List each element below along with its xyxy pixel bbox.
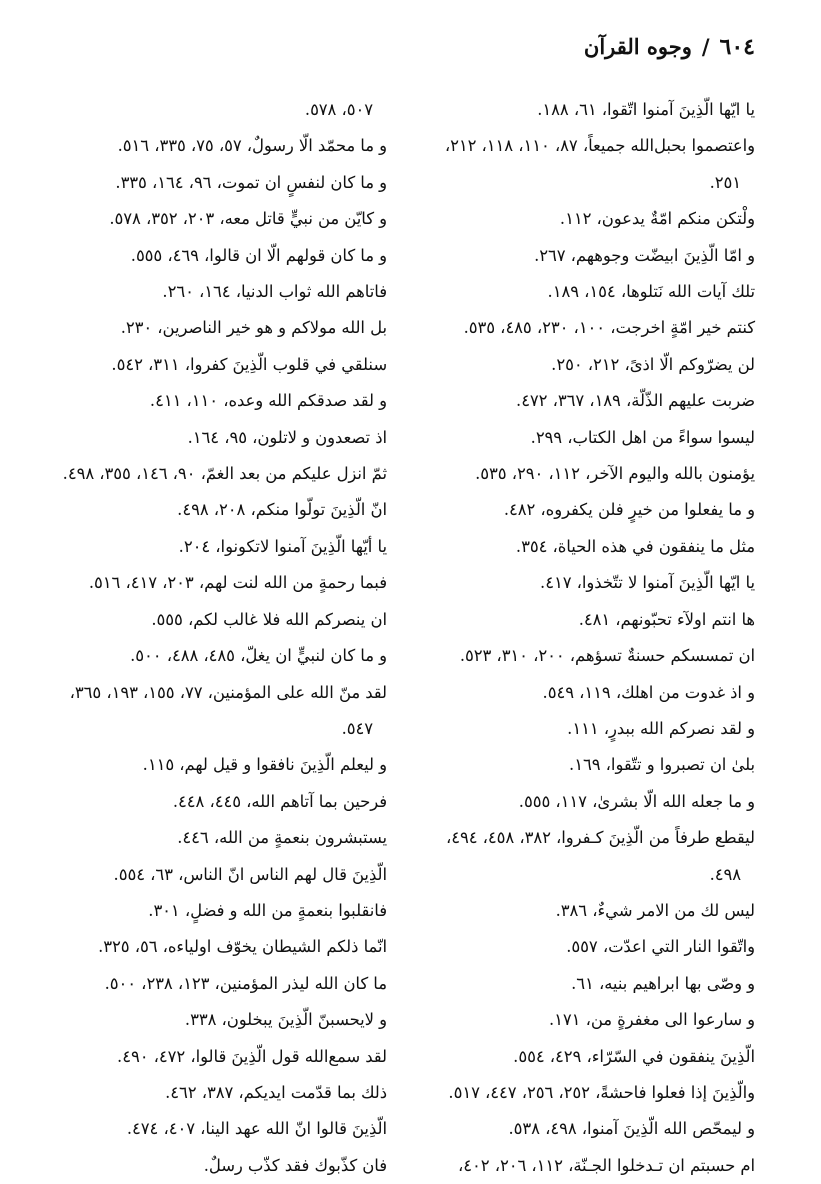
index-entry: يا ايّها الّذِينَ آمنوا لا تتّخذوا، ٤١٧. xyxy=(540,573,755,593)
index-entry: و ما يفعلوا من خيرٍ فلن يكفروه، ٤٨٢. xyxy=(503,500,755,520)
index-entry: فرحين بما آتاهم الله، ٤٤٥، ٤٤٨. xyxy=(172,791,387,811)
index-entry: اذ تصعدون و لاتلون، ٩٥، ١٦٤. xyxy=(187,427,387,447)
index-entry: لقد سمع‌الله قول الّذِينَ قالوا، ٤٧٢، ٤٩٠. xyxy=(117,1046,387,1066)
index-entry: ان تمسسكم حسنةٌ تسؤهم، ٢٠٠، ٣١٠، ٥٢٣. xyxy=(459,646,755,666)
index-entry: و ما جعله الله الّا بشرىٰ، ١١٧، ٥٥٥. xyxy=(518,791,755,811)
index-entry: فبما رحمةٍ من الله لنت لهم، ٢٠٣، ٤١٧، ٥١٦. xyxy=(88,573,387,593)
book-title: وجوه القرآن xyxy=(583,34,692,59)
index-entry: و ما كان لنبيٍّ ان يغلّ، ٤٨٥، ٤٨٨، ٥٠٠. xyxy=(130,646,387,666)
index-entry-continuation: ٥٠٧، ٥٧٨. xyxy=(304,100,373,119)
index-entry: يستبشرون بنعمةٍ من الله، ٤٤٦. xyxy=(177,828,387,848)
index-entry: الّذِينَ قالوا انّ الله عهد الينا، ٤٠٧، ٤٧٤. xyxy=(126,1119,387,1139)
index-entry-continuation: ٢٥١. xyxy=(709,172,741,192)
index-entry: الّذِينَ قال لهم الناس انّ الناس، ٦٣، ٥٥٤. xyxy=(113,864,387,884)
index-entry: ام حسبتم ان تـدخلوا الجـنّة، ١١٢، ٢٠٦، ٤٠٢، xyxy=(458,1155,755,1175)
index-entry: ها انتم اولآء تحبّونهم، ٤٨١. xyxy=(578,609,755,629)
index-entry: فان كذّبوك فقد كذّب رسلٌ. xyxy=(203,1155,387,1175)
index-entry: ما كان الله ليذر المؤمنين، ١٢٣، ٢٣٨، ٥٠٠. xyxy=(104,973,387,993)
index-entry: واعتصموا بحبل‌الله جميعاً، ٨٧، ١١٠، ١١٨، ٢١٢، xyxy=(444,136,755,156)
index-entry: و لقد نصركم الله ببدرٍ، ١١١. xyxy=(567,718,755,738)
index-entry: انّ الّذِينَ تولّوا منكم، ٢٠٨، ٤٩٨. xyxy=(177,500,387,520)
index-entry: واتّقوا النار التي اعدّت، ٥٥٧. xyxy=(566,937,755,957)
index-entry: ان ينصركم الله فلا غالب لكم، ٥٥٥. xyxy=(151,609,387,629)
index-entry: بلىٰ ان تصبروا و تتّقوا، ١٦٩. xyxy=(569,755,755,775)
index-entry: و وصّى بها ابراهيم بنيه، ٦١. xyxy=(571,973,755,993)
index-entry: و اذ غدوت من اهلك، ١١٩، ٥٤٩. xyxy=(542,682,755,702)
index-entry: و ما كان قولهم الّا ان قالوا، ٤٦٩، ٥٥٥. xyxy=(130,245,387,265)
index-entry: و لقد صدقكم الله وعده، ١١٠، ٤١١. xyxy=(149,391,387,411)
index-entry: و ما كان لنفسٍ ان تموت، ٩٦، ١٦٤، ٣٣٥. xyxy=(115,172,387,192)
index-entry-continuation: ٥٤٧. xyxy=(341,718,373,738)
index-entry: و كايّن من نبيٍّ قاتل معه، ٢٠٣، ٣٥٢، ٥٧٨. xyxy=(109,209,387,229)
index-entry: والّذِينَ إذا فعلوا فاحشةً، ٢٥٢، ٢٥٦، ٤٤٧، ٥١٧. xyxy=(448,1082,755,1102)
index-entry: يؤمنون بالله واليوم الآخر، ١١٢، ٢٩٠، ٥٣٥. xyxy=(475,464,755,484)
page-number: ٦٠٤ xyxy=(719,34,755,60)
page-header xyxy=(584,34,755,60)
index-entry: ولْتكن منكم امّةٌ يدعون، ١١٢. xyxy=(559,209,755,229)
index-entry: و ليمحّص الله الّذِينَ آمنوا، ٤٩٨، ٥٣٨. xyxy=(508,1119,755,1139)
left-column xyxy=(0,92,387,1184)
index-entry: ليسوا سواءً من اهل الكتاب، ٢٩٩. xyxy=(530,427,755,447)
index-entry: ليس لك من الامر شيءٌ، ٣٨٦. xyxy=(555,900,755,920)
index-entry: كنتم خير امّةٍ اخرجت، ١٠٠، ٢٣٠، ٤٨٥، ٥٣٥. xyxy=(463,318,755,338)
index-entry: و امّا الّذِينَ ابيضّت وجوههم، ٢٦٧. xyxy=(534,245,755,265)
index-entry: و سارعوا الى مغفرةٍ من، ١٧١. xyxy=(548,1010,755,1030)
index-entry: فاتاهم الله ثواب الدنيا، ١٦٤، ٢٦٠. xyxy=(162,282,387,302)
index-entry: سنلقي في قلوب الّذِينَ كفروا، ٣١١، ٥٤٢. xyxy=(111,354,387,374)
index-entry: مثل ما ينفقون في هذه الحياة، ٣٥٤. xyxy=(515,536,755,556)
index-entry: ليقطع طرفاً من الّذِينَ كـفروا، ٣٨٢، ٤٥٨، ٤٩٤، xyxy=(445,828,755,848)
index-entry: تلك آيات الله نَتلوها، ١٥٤، ١٨٩. xyxy=(547,282,755,302)
index-entry: و لايحسبنّ الّذِينَ يبخلون، ٣٣٨. xyxy=(184,1010,387,1030)
index-entry: لن يضرّوكم الّا اذىً، ٢١٢، ٢٥٠. xyxy=(551,354,755,374)
index-entry: ضربت عليهم الذّلّة، ١٨٩، ٣٦٧، ٤٧٢. xyxy=(516,391,755,411)
index-entry: و ليعلم الّذِينَ نافقوا و قيل لهم، ١١٥. xyxy=(142,755,387,775)
index-entry: يا أيّها الّذِينَ آمنوا لاتكونوا، ٢٠٤. xyxy=(178,536,387,556)
index-entry: بل الله مولاكم و هو خير الناصرين، ٢٣٠. xyxy=(120,318,387,338)
index-entry: الّذِينَ ينفقون في السّرّاء، ٤٢٩، ٥٥٤. xyxy=(513,1046,755,1066)
index-entry: لقد منّ الله على المؤمنين، ٧٧، ١٥٥، ١٩٣، ٣٦٥، xyxy=(69,682,387,702)
index-entry-continuation: ٤٩٨. xyxy=(709,864,741,884)
index-entry: ذلك بما قدّمت ايديكم، ٣٨٧، ٤٦٢. xyxy=(165,1082,387,1102)
right-column xyxy=(369,92,755,1184)
header-separator: / xyxy=(701,34,710,59)
index-entry: و ما محمّد الّا رسولٌ، ٥٧، ٧٥، ٣٣٥، ٥١٦. xyxy=(117,136,387,156)
index-entry: يا ايّها الّذِينَ آمنوا اتّقوا، ٦١، ١٨٨. xyxy=(537,100,755,119)
index-entry: انّما ذلكم الشيطان يخوّف اولياءه، ٥٦، ٣٢٥. xyxy=(98,937,387,957)
index-entry: فانقلبوا بنعمةٍ من الله و فضلٍ، ٣٠١. xyxy=(148,900,387,920)
index-entry: ثمّ انزل عليكم من بعد الغمّ، ٩٠، ١٤٦، ٣٥٥، ٤٩٨. xyxy=(62,464,387,484)
